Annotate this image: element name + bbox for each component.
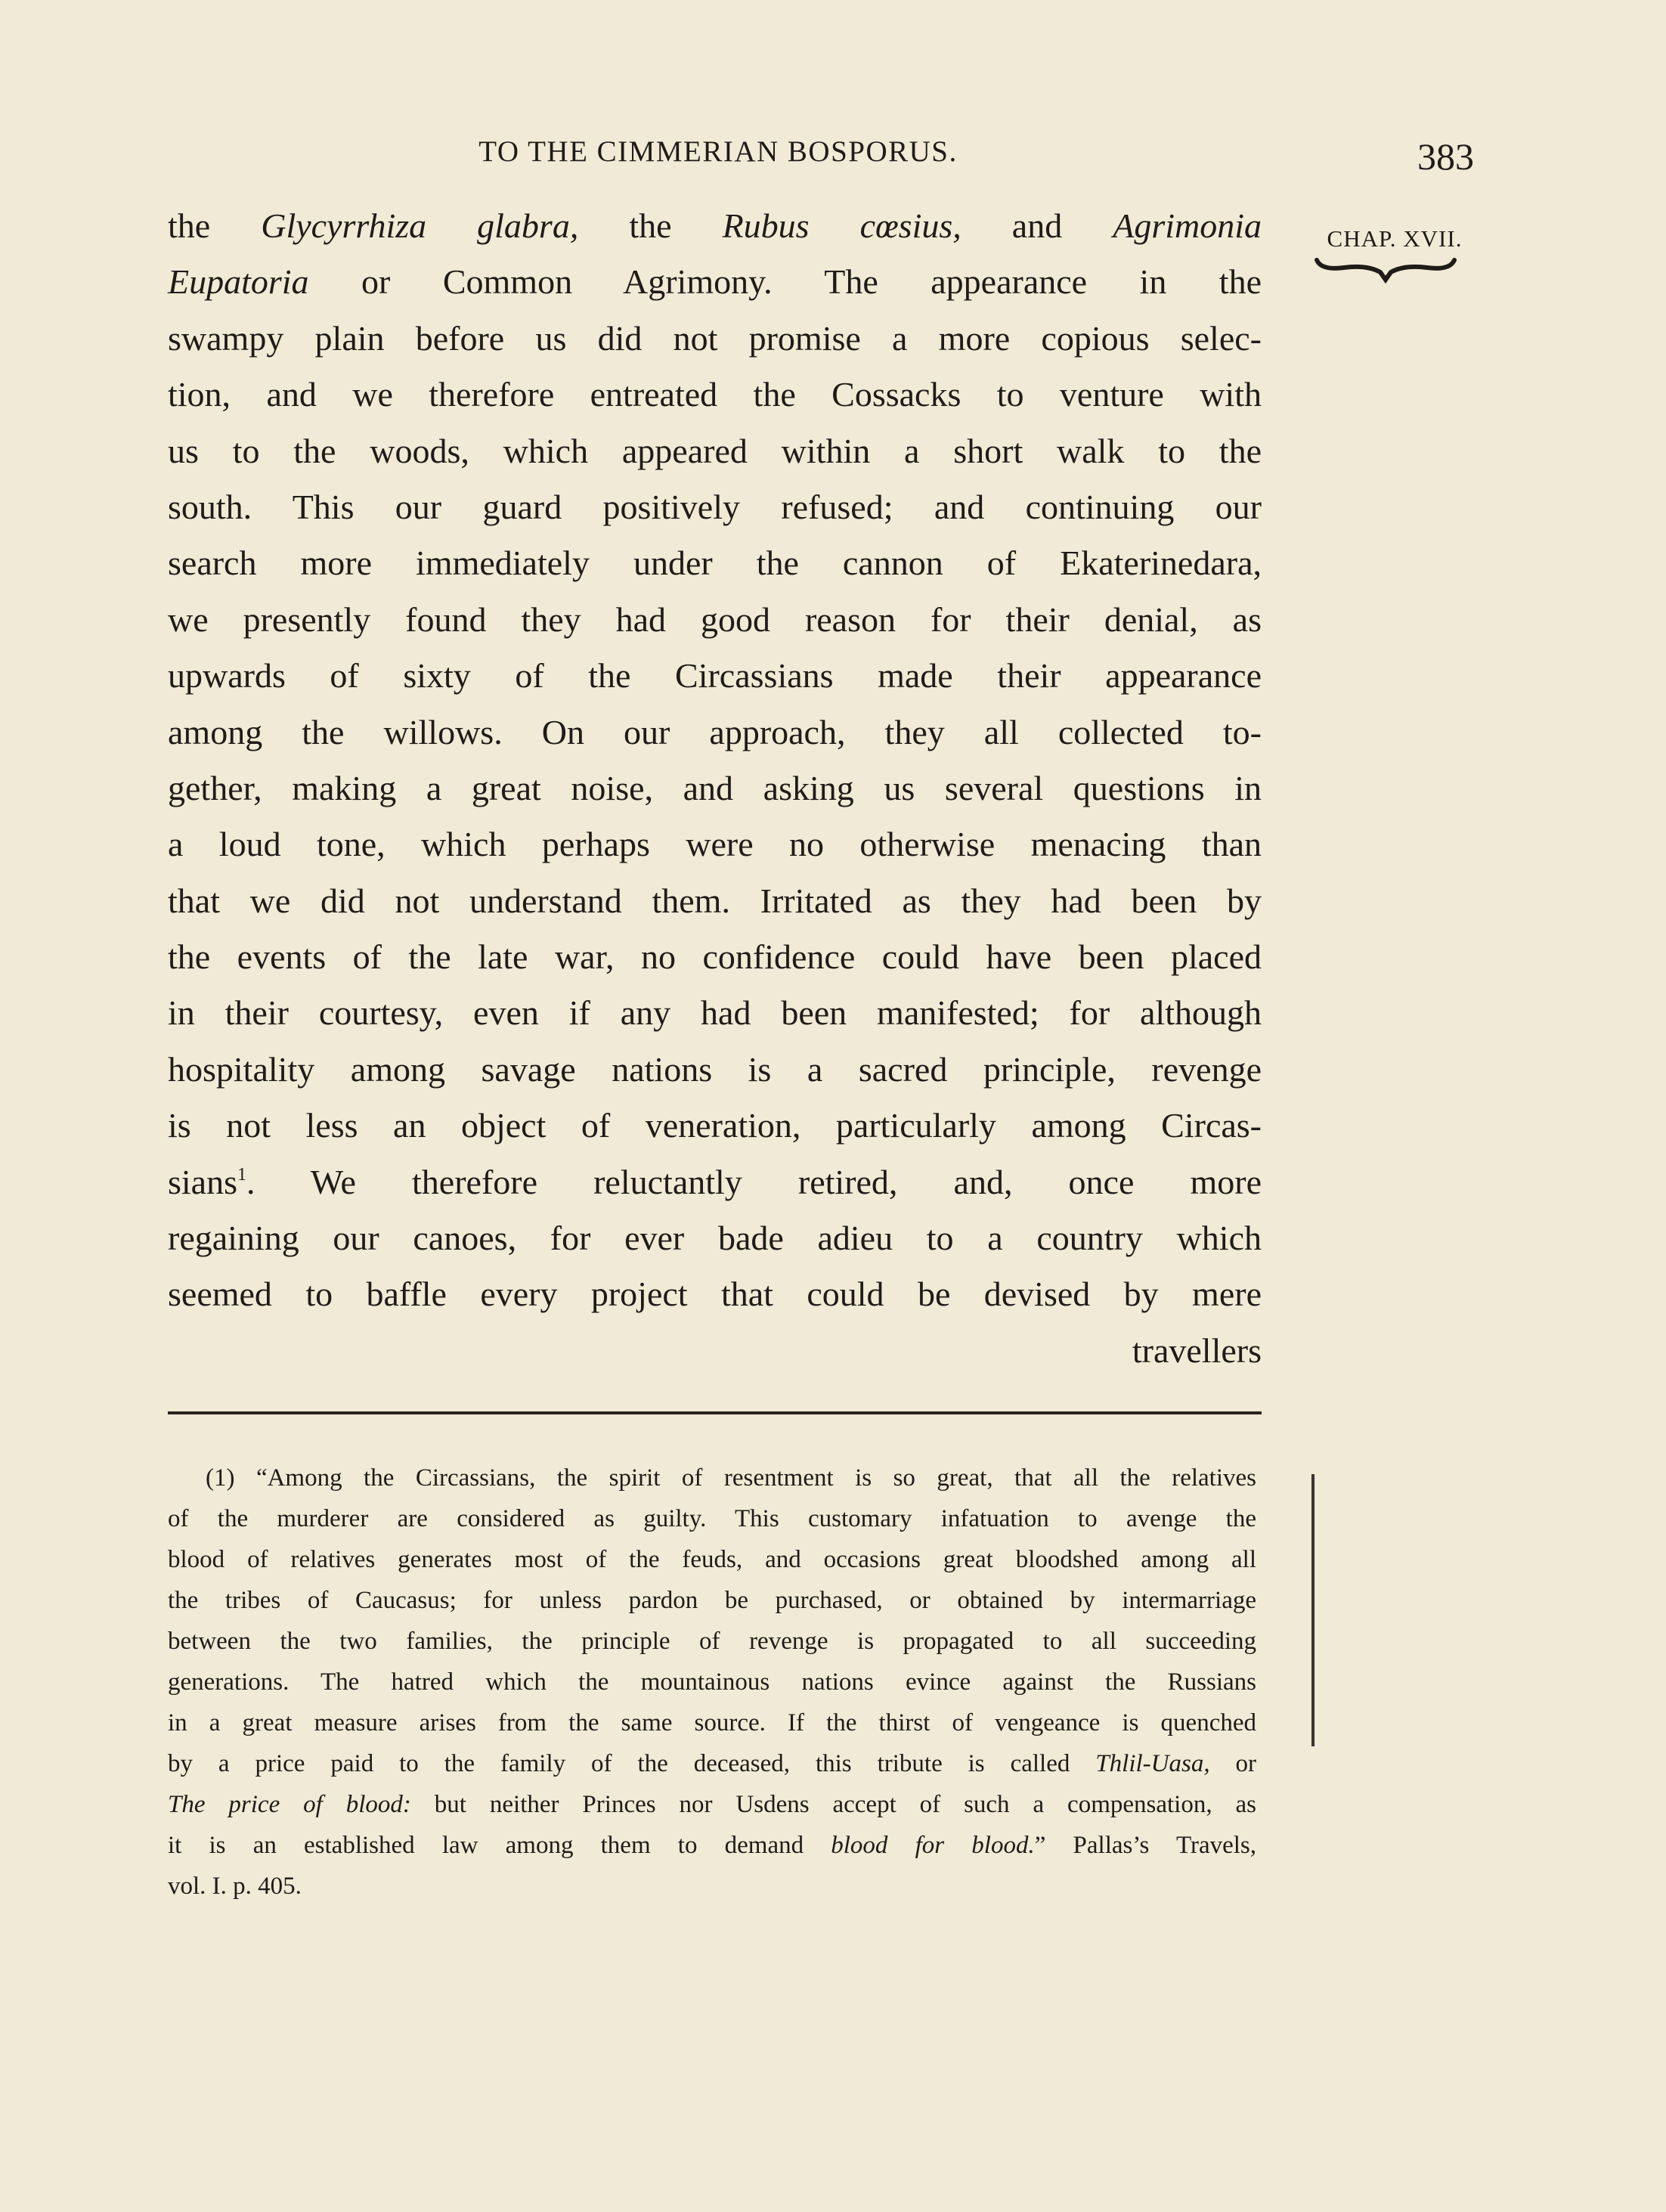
text-line: south. This our guard positively refused; and continuing our: [168, 487, 1262, 526]
text-line: we presently found they had good reason for their denial, as: [168, 599, 1262, 639]
text-line: tion, and we therefore entreated the Cossacks to venture with: [168, 375, 1262, 414]
text-line: search more immediately under the cannon of Ekaterinedara,: [168, 544, 1262, 583]
text-line: hospitality among savage nations is a sacred principle, revenge: [168, 1049, 1262, 1089]
footnote-line: between the two families, the principle of revenge is propagated to all succeeding: [168, 1628, 1256, 1655]
footnote-line: of the murderer are considered as guilty. This customary infatuation to avenge the: [168, 1505, 1256, 1532]
footnote-line: blood of relatives generates most of the feuds, and occasions great bloodshed among all: [168, 1546, 1256, 1573]
footnote-line: (1) “Among the Circassians, the spirit of resentment is so great, that all the relatives: [206, 1464, 1256, 1492]
text-line: among the willows. On our approach, they all collected to-: [168, 712, 1262, 751]
text-line: sians$^1$. We therefore reluctantly retired, and, once more: [168, 1162, 1262, 1201]
footnote-line: it is an established law among them to demand blood for blood.” Pallas’s Travels,: [168, 1832, 1256, 1859]
text-line: the Glycyrrhiza glabra, the Rubus cœsius, and Agrimonia: [168, 206, 1262, 245]
footnote-line: generations. The hatred which the mountainous nations evince against the Russians: [168, 1668, 1256, 1696]
text-line: a loud tone, which perhaps were no otherwise menacing than: [168, 825, 1262, 864]
page-number: 383: [1417, 135, 1474, 178]
brace-ornament-icon: [1314, 254, 1457, 292]
text-line: us to the woods, which appeared within a short walk to the: [168, 431, 1262, 470]
main-text: [168, 198, 1262, 1379]
footnote-line: vol. I. p. 405.: [168, 1873, 302, 1900]
text-line: Eupatoria or Common Agrimony. The appearance in the: [168, 262, 1262, 302]
footnote: [168, 1458, 1256, 1907]
margin-mark: [1311, 1474, 1315, 1746]
text-line: in their courtesy, even if any had been manifested; for although: [168, 993, 1262, 1033]
text-line: that we did not understand them. Irritated as they had been by: [168, 881, 1262, 920]
text-line: is not less an object of veneration, particularly among Circas-: [168, 1106, 1262, 1145]
text-line: seemed to baffle every project that could be devised by mere: [168, 1275, 1262, 1314]
text-line: swampy plain before us did not promise a more copious selec-: [168, 318, 1262, 358]
text-line: gether, making a great noise, and asking us several questions in: [168, 768, 1262, 807]
footnote-reference[interactable]: 1: [237, 1164, 246, 1185]
text-line: upwards of sixty of the Circassians made their appearance: [168, 656, 1262, 696]
footnote-line: by a price paid to the family of the deceased, this tribute is called Thlil-Uasa, or: [168, 1750, 1256, 1777]
chapter-label: CHAP. XVII.: [1327, 225, 1463, 252]
text-line: regaining our canoes, for ever bade adieu to a country which: [168, 1219, 1262, 1258]
footnote-rule: [168, 1411, 1262, 1414]
footnote-line: The price of blood: but neither Princes nor Usdens accept of such a compensation, as: [168, 1791, 1256, 1818]
catchword: travellers: [1132, 1331, 1262, 1370]
footnote-line: in a great measure arises from the same source. If the thirst of vengeance is quenched: [168, 1709, 1256, 1736]
footnote-line: the tribes of Caucasus; for unless pardon be purchased, or obtained by intermarriage: [168, 1587, 1256, 1614]
running-head: TO THE CIMMERIAN BOSPORUS.: [478, 135, 958, 168]
text-line: the events of the late war, no confidence could have been placed: [168, 937, 1262, 977]
